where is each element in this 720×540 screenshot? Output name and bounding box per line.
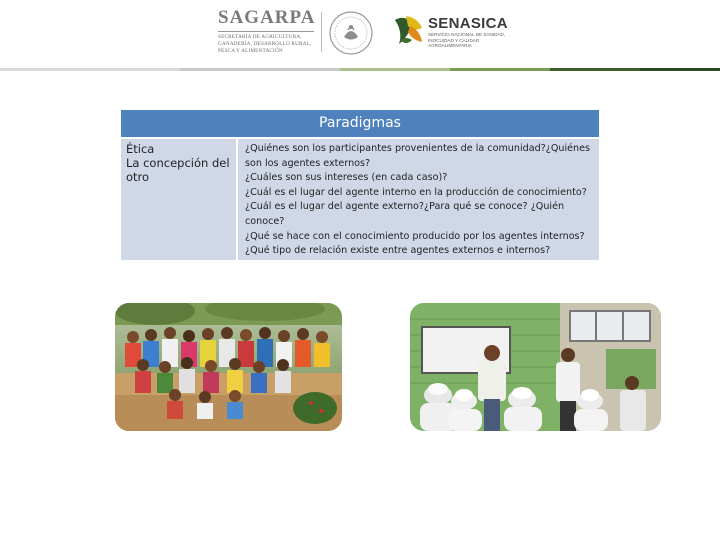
question-2: ¿Cuáles son sus intereses (en cada caso)? [245,172,448,184]
classroom-meeting-photo-icon [410,303,661,431]
senasica-title: SENASICA [428,15,508,32]
sagarpa-subtitle-3: PESCA Y ALIMENTACIÓN [218,48,283,54]
question-4: ¿Qué se hace con el conocimiento producido por los agentes internos? [245,230,585,242]
accent-segment [550,68,640,71]
table-row [121,139,599,260]
sagarpa-subtitle-2: GANADERÍA, DESARROLLO RURAL, [218,41,312,47]
left-line-2: La concepción del otro [126,156,230,184]
sagarpa-rule [218,31,314,32]
community-group-photo-icon [115,303,342,431]
senasica-subtitle-1: SERVICIO NACIONAL DE SANIDAD, [428,32,506,37]
senasica-logo [428,16,508,49]
question-3: ¿Cuál es el lugar del agente interno en la producción de conocimiento?¿Cuál es el lugar del agente externo?¿Para qué se conoce? ¿Quién conoce? [245,186,587,227]
senasica-subtitle-3: AGROALIMENTARIA [428,43,472,48]
paradigm-table [121,110,599,260]
accent-segment [0,68,180,71]
community-group-photo [115,303,342,431]
accent-segment [180,68,340,71]
sagarpa-logo [218,8,318,55]
national-seal-icon [328,10,374,56]
table-cell-left [121,139,238,260]
left-line-1: Ética [126,142,155,156]
question-1: ¿Quiénes son los participantes provenientes de la comunidad?¿Quiénes son los agentes externos? [245,143,591,169]
accent-segment [340,68,450,71]
senasica-emblem-icon [392,12,426,48]
question-5: ¿Qué tipo de relación existe entre agentes externos e internos? [245,245,551,257]
header-divider [321,12,322,52]
accent-segment [450,68,550,71]
page-header [0,0,720,70]
table-header: Paradigmas [121,110,599,139]
header-accent-line [0,68,720,71]
sagarpa-title: SAGARPA [218,7,316,28]
accent-segment [640,68,720,71]
senasica-subtitle-2: INOCUIDAD Y CALIDAD [428,37,480,43]
classroom-meeting-photo [410,303,661,431]
sagarpa-subtitle-1: SECRETARÍA DE AGRICULTURA, [218,34,302,40]
table-cell-right [238,139,599,260]
